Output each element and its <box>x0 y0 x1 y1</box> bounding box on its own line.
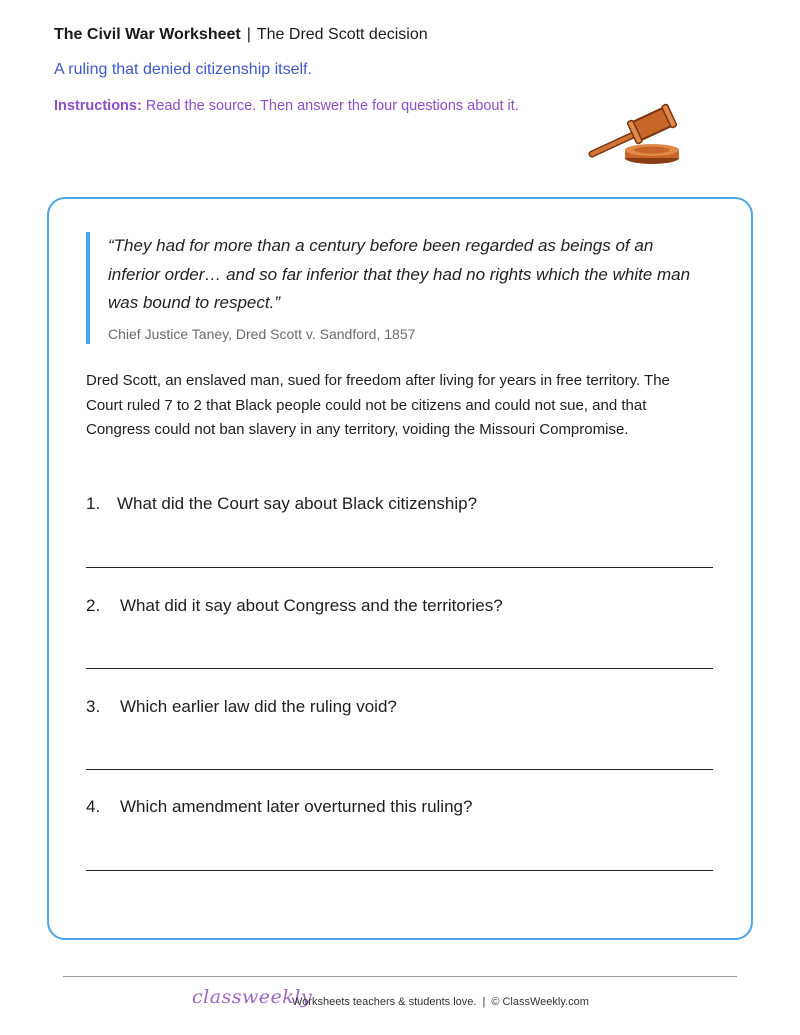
worksheet-title: The Civil War Worksheet <box>54 26 241 43</box>
source-quote: “They had for more than a century before been regarded as beings of an inferior order… and so far inferior that they had no rights which the white man was bound to respect.” <box>108 236 691 312</box>
question-1 <box>86 494 477 514</box>
question-number: 2. <box>86 596 101 615</box>
question-number: 3. <box>86 697 101 716</box>
header-separator: | <box>246 26 251 43</box>
worksheet-topic: The Dred Scott decision <box>256 26 428 43</box>
classweekly-logo: classweekly <box>192 986 313 1008</box>
quote-attribution: Chief Justice Taney, Dred Scott v. Sandford, 1857 <box>108 326 416 342</box>
worksheet-header <box>54 26 428 44</box>
worksheet-subtitle: A ruling that denied citizenship itself. <box>54 61 312 78</box>
question-text: Which earlier law did the ruling void? <box>120 697 397 716</box>
answer-line-2[interactable] <box>86 668 713 669</box>
question-4 <box>86 797 472 817</box>
instructions-label: Instructions: <box>54 98 142 114</box>
instructions-text: Read the source. Then answer the four questions about it. <box>145 98 519 114</box>
footer-divider <box>63 976 737 977</box>
question-3 <box>86 697 397 717</box>
footer-text <box>292 996 589 1008</box>
quote-accent-bar <box>86 232 90 344</box>
question-number: 4. <box>86 797 101 816</box>
footer-separator: | <box>482 996 486 1008</box>
answer-line-4[interactable] <box>86 870 713 871</box>
question-text: What did the Court say about Black citizenship? <box>117 494 478 513</box>
question-2 <box>86 596 503 616</box>
answer-line-3[interactable] <box>86 769 713 770</box>
gavel-icon <box>584 100 686 166</box>
question-number: 1. <box>86 494 101 513</box>
instructions <box>54 98 519 114</box>
question-text: Which amendment later overturned this ruling? <box>120 797 473 816</box>
footer-tagline: Worksheets teachers & students love. <box>292 996 477 1008</box>
answer-line-1[interactable] <box>86 567 713 568</box>
question-text: What did it say about Congress and the territories? <box>120 596 503 615</box>
footer-copyright: © ClassWeekly.com <box>491 996 589 1008</box>
passage-text: Dred Scott, an enslaved man, sued for freedom after living for years in free territory. The Court ruled 7 to 2 that Black people could not be citizens and could not sue, and that Congress could not ban slavery in any territory, voiding the Missouri Compromise. <box>86 372 670 439</box>
